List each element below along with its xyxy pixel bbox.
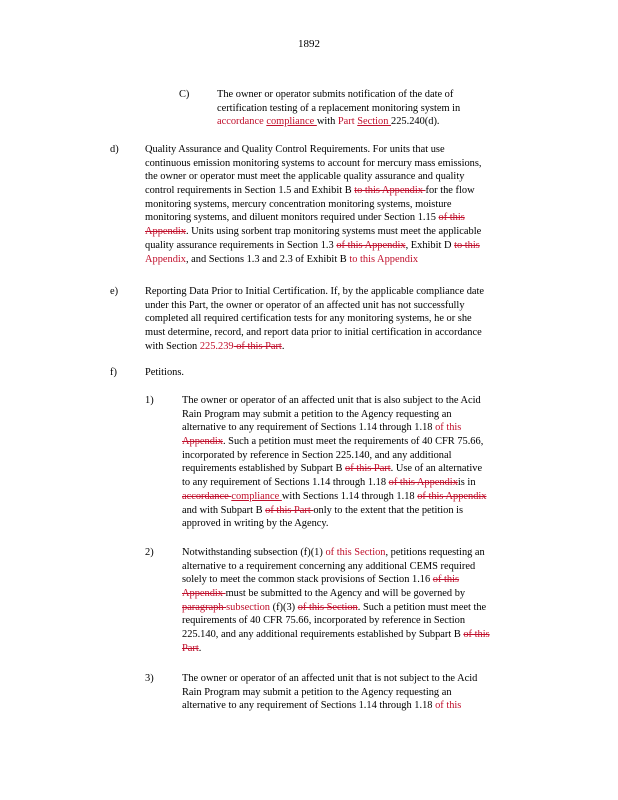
text-line — [145, 299, 484, 313]
text-run: completed all required certification tests for any monitoring systems, he or she — [145, 313, 472, 325]
deleted-text: accordance — [182, 490, 232, 502]
inserted-text: compliance — [231, 490, 282, 502]
text-line — [182, 573, 490, 587]
inserted-text: of this Section — [325, 547, 386, 558]
deleted-text: of this Appendix — [388, 477, 458, 489]
deleted-text: of this Appendix — [417, 490, 487, 502]
text-run: must be submitted to the Agency and will be governed by — [225, 588, 466, 600]
text-run: with — [316, 116, 338, 128]
text-run: , Exhibit D — [405, 239, 455, 251]
text-line — [182, 686, 477, 700]
inserted-text: of this — [435, 422, 462, 434]
page-number: 1892 — [298, 38, 320, 50]
text-line — [182, 560, 490, 574]
text-line — [182, 476, 486, 490]
text-line — [145, 225, 482, 239]
text-run: solely to meet the common stack provisions of Section 1.16 — [182, 574, 433, 586]
text-line — [182, 421, 486, 435]
deleted-text: of this — [463, 629, 490, 641]
deleted-text: of this Part — [345, 463, 391, 475]
text-line — [145, 211, 482, 225]
text-line — [182, 435, 486, 449]
text-line — [145, 170, 482, 184]
inserted-text: 225.239 — [199, 340, 234, 352]
text-run: under this Part, the owner or operator of an affected unit has not successfully — [145, 299, 465, 311]
text-line — [145, 157, 482, 171]
text-line — [145, 143, 482, 157]
text-run: monitoring systems, and diluent monitors required under Section 1.15 — [145, 212, 439, 224]
paragraph-body — [145, 285, 484, 353]
text-run: . — [281, 340, 285, 352]
paragraph-body — [182, 672, 477, 713]
inserted-text: Section — [357, 116, 392, 128]
deleted-text: of this Appendix — [336, 239, 406, 251]
deleted-text: Appendix — [145, 226, 186, 238]
text-line — [145, 239, 482, 253]
text-line — [145, 184, 482, 198]
text-run: certification testing of a replacement monitoring system in — [217, 102, 461, 114]
deleted-text: of this Part — [265, 504, 314, 516]
text-line — [182, 394, 486, 408]
text-line — [182, 587, 490, 601]
text-run: . Use of an alternative — [390, 463, 483, 475]
text-run: requirements established by Subpart B — [182, 463, 346, 475]
paragraph-marker: e) — [110, 286, 119, 297]
text-line — [182, 601, 490, 615]
text-run: with Sections 1.14 through 1.18 — [281, 490, 418, 502]
inserted-text: Part — [337, 116, 355, 128]
text-run: control requirements in Section 1.5 and Exhibit B — [145, 185, 355, 197]
text-run: . Such a petition must meet the — [357, 601, 487, 613]
deleted-text: to this — [454, 239, 480, 251]
text-run: Rain Program may submit a petition to the Agency requesting an — [182, 408, 452, 420]
paragraph-body — [217, 88, 460, 129]
text-line — [182, 642, 490, 656]
text-run: 225.140, and any additional requirements established by Subpart B — [182, 629, 464, 641]
text-run: , petitions requesting an — [385, 547, 485, 558]
text-run: with Section — [145, 340, 200, 352]
paragraph-marker: 2) — [145, 547, 154, 558]
paragraph-marker: f) — [110, 367, 117, 378]
deleted-text: paragraph — [182, 601, 227, 613]
text-run: is in — [457, 477, 476, 489]
text-run: and with Subpart B — [182, 504, 266, 516]
text-line — [217, 115, 460, 129]
text-line — [145, 198, 482, 212]
text-run: 225.240(d). — [391, 116, 440, 128]
text-run: The owner or operator of an affected unit that is not subject to the Acid — [182, 673, 478, 684]
text-line — [182, 490, 486, 504]
inserted-text: subsection — [226, 601, 271, 613]
text-run: alternative to a requirement concerning any additional CEMS required — [182, 560, 476, 572]
paragraph-body — [182, 394, 486, 531]
text-line — [182, 628, 490, 642]
inserted-text: Appendix — [145, 253, 186, 265]
text-line — [217, 88, 460, 102]
text-line — [145, 340, 484, 354]
text-run: The owner or operator submits notification of the date of — [217, 89, 454, 100]
deleted-text: of this — [432, 574, 460, 586]
text-line — [182, 614, 490, 628]
text-run: . — [198, 642, 202, 654]
text-line — [145, 312, 484, 326]
text-run: Quality Assurance and Quality Control Requirements. For units that use — [145, 144, 445, 155]
paragraph-marker: C) — [179, 89, 190, 100]
text-line — [145, 366, 184, 380]
text-run: Petitions. — [145, 367, 184, 378]
text-line — [182, 699, 477, 713]
paragraph-marker: 1) — [145, 395, 154, 406]
deleted-text: Part — [182, 642, 199, 654]
text-line — [145, 253, 482, 267]
inserted-text: accordance — [217, 116, 264, 128]
paragraph-marker: 3) — [145, 673, 154, 684]
text-line — [145, 326, 484, 340]
text-run: The owner or operator of an affected unit that is also subject to the Acid — [182, 395, 481, 406]
deleted-text: of this Part — [233, 340, 282, 352]
text-line — [182, 672, 477, 686]
deleted-text: Appendix — [182, 436, 223, 448]
text-run: Notwithstanding subsection (f)(1) — [182, 547, 326, 558]
text-run: alternative to any requirement of Sections 1.14 through 1.18 — [182, 700, 436, 712]
text-run: , and Sections 1.3 and 2.3 of Exhibit B — [185, 253, 350, 265]
paragraph-marker: d) — [110, 144, 119, 155]
text-run: quality assurance requirements in Section 1.3 — [145, 239, 337, 251]
deleted-text: to this Appendix — [354, 185, 426, 197]
text-run: monitoring systems, mercury concentration monitoring systems, moisture — [145, 198, 452, 210]
text-run: (f)(3) — [270, 601, 298, 613]
text-line — [182, 449, 486, 463]
text-run: the owner or operator must meet the applicable quality assurance and quality — [145, 171, 465, 183]
text-run: for the flow — [425, 185, 475, 197]
inserted-text: of this — [435, 700, 462, 712]
text-run: only to the extent that the petition is — [313, 504, 464, 516]
text-line — [145, 285, 484, 299]
text-run: to any requirement of Sections 1.14 through 1.18 — [182, 477, 389, 489]
paragraph-body — [182, 546, 490, 656]
text-run: Reporting Data Prior to Initial Certification. If, by the applicable compliance date — [145, 286, 485, 297]
text-run: . Such a petition must meet the requirements of 40 CFR 75.66, — [222, 436, 484, 448]
paragraph-body — [145, 143, 482, 266]
text-line — [182, 504, 486, 518]
text-run: incorporated by reference in Section 225.140, and any additional — [182, 449, 452, 461]
text-line — [217, 102, 460, 116]
paragraph-body — [145, 366, 184, 380]
deleted-text: Appendix — [182, 588, 226, 600]
text-line — [182, 408, 486, 422]
text-line — [182, 546, 490, 560]
deleted-text: of this Section — [297, 601, 358, 613]
text-line — [182, 517, 486, 531]
inserted-text: to this Appendix — [349, 253, 419, 265]
text-run: must determine, record, and report data prior to initial certification in accordance — [145, 327, 482, 339]
text-run: approved in writing by the Agency. — [182, 518, 329, 530]
inserted-text: compliance — [266, 116, 317, 128]
text-run: Rain Program may submit a petition to the Agency requesting an — [182, 686, 452, 698]
text-run: . Units using sorbent trap monitoring systems must meet the applicable — [185, 226, 482, 238]
text-run: requirements of 40 CFR 75.66, incorporated by reference in Section — [182, 615, 466, 627]
text-run: alternative to any requirement of Sections 1.14 through 1.18 — [182, 422, 436, 434]
text-run: continuous emission monitoring systems to account for mercury mass emissions, — [145, 157, 482, 169]
deleted-text: of this — [438, 212, 465, 224]
text-line — [182, 462, 486, 476]
